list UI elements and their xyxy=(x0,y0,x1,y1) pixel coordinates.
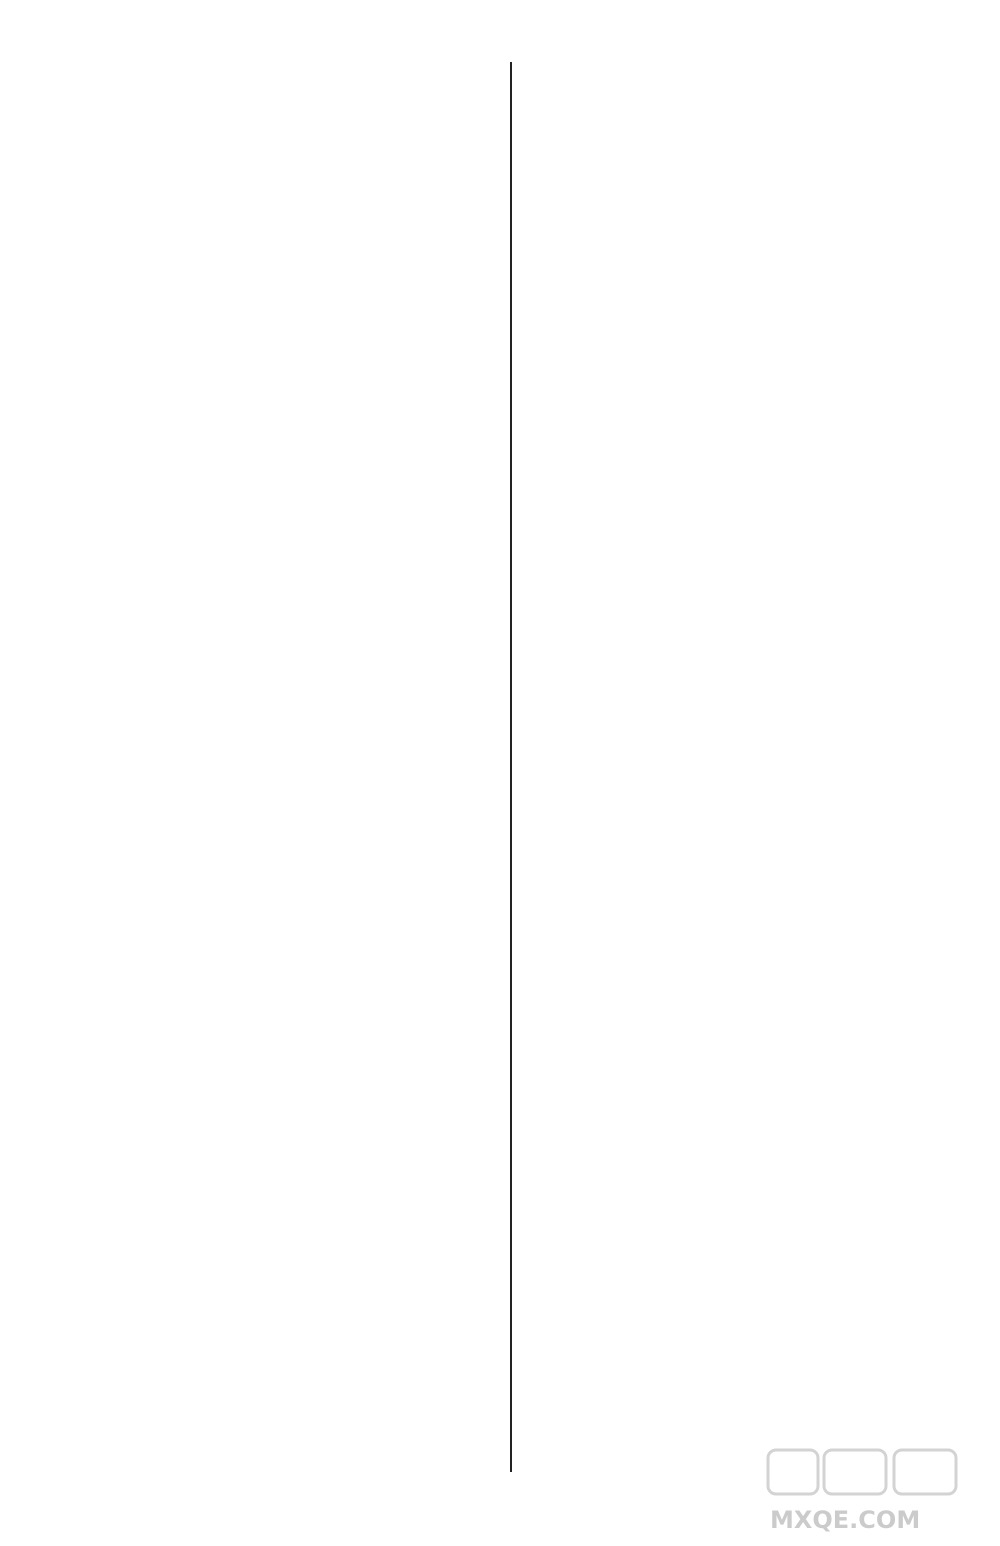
svg-text:MXQE.COM: MXQE.COM xyxy=(770,1506,921,1534)
watermark-logo xyxy=(764,1446,978,1538)
column-divider xyxy=(510,62,512,1472)
